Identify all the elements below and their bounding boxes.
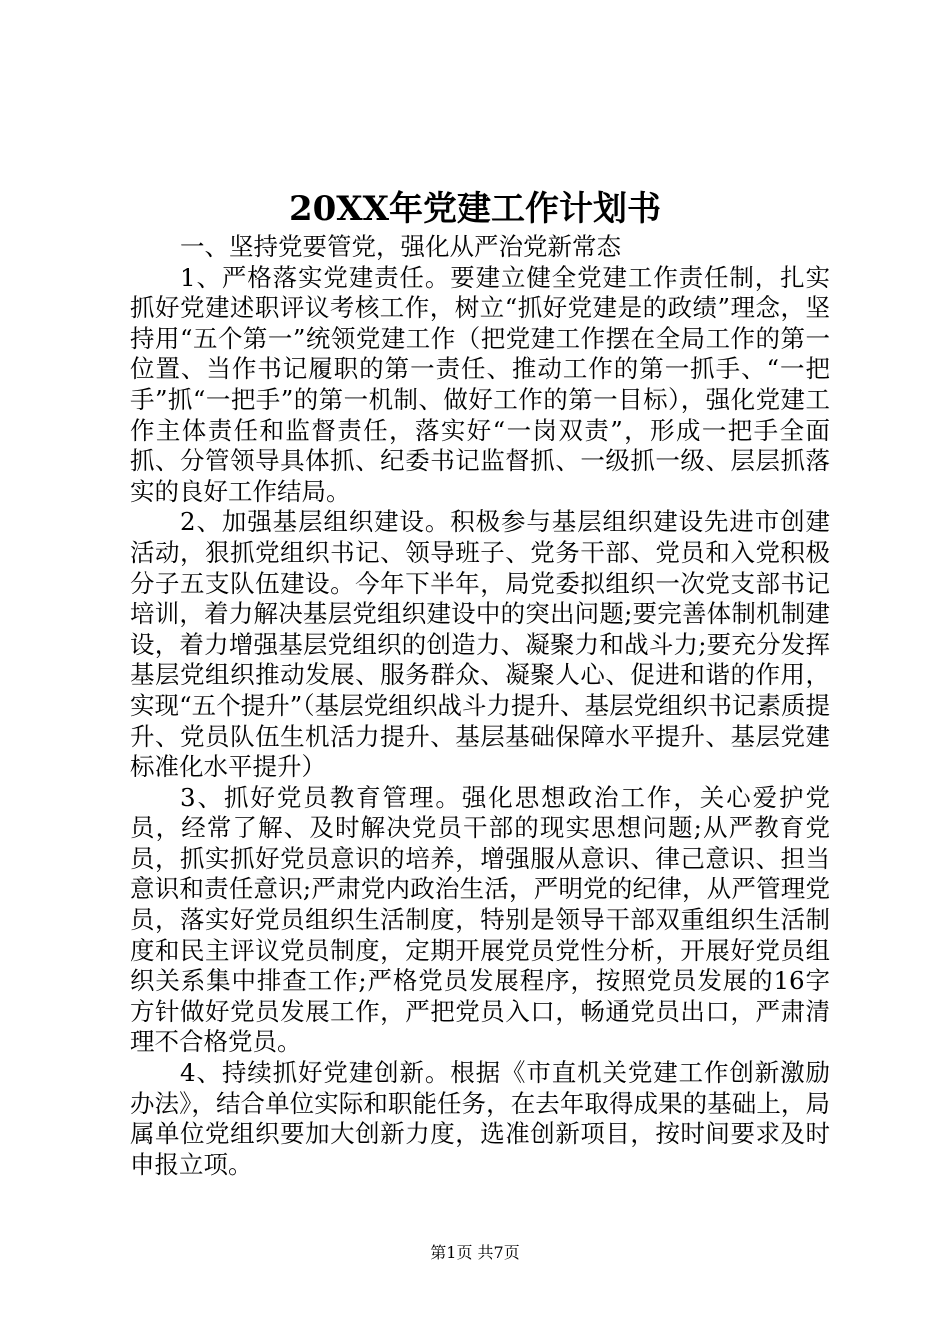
paragraph-3: 3、抓好党员教育管理。强化思想政治工作，关心爱护党员，经常了解、及时解决党员干部的现实思想问题;从严教育党员，抓实抓好党员意识的培养，增强服从意识、律己意识、担当意识和责任意识;严肃党内政治生活，严明党的纪律，从严管理党员，落实好党员组织生活制度，特别是领导干部双重组织生活制度和民主评议党员制度，定期开展党员党性分析，开展好党员组织关系集中排查工作;严格党员发展程序，按照党员发展的16字方针做好党员发展工作，严把党员入口，畅通党员出口，严肃清理不合格党员。 — [130, 782, 830, 1057]
document-body — [130, 232, 830, 1180]
paragraph-4: 4、持续抓好党建创新。根据《市直机关党建工作创新激励办法》，结合单位实际和职能任务，在去年取得成果的基础上，局属单位党组织要加大创新力度，选准创新项目，按时间要求及时申报立项。 — [130, 1058, 830, 1179]
paragraph-1: 1、严格落实党建责任。要建立健全党建工作责任制，扎实抓好党建述职评议考核工作，树立“抓好党建是的政绩”理念，坚持用“五个第一”统领党建工作（把党建工作摆在全局工作的第一位置、当作书记履职的第一责任、推动工作的第一抓手、“一把手”抓“一把手”的第一机制、做好工作的第一目标），强化党建工作主体责任和监督责任，落实好“一岗双责”，形成一把手全面抓、分管领导具体抓、纪委书记监督抓、一级抓一级、层层抓落实的良好工作结局。 — [130, 262, 830, 506]
document-title: 20XX年党建工作计划书 — [288, 189, 662, 229]
section-heading: 一、坚持党要管党，强化从严治党新常态 — [180, 232, 621, 261]
paragraph-2: 2、加强基层组织建设。积极参与基层组织建设先进市创建活动，狠抓党组织书记、领导班子、党务干部、党员和入党积极分子五支队伍建设。今年下半年，局党委拟组织一次党支部书记培训，着力解决基层党组织建设中的突出问题;要完善体制机制建设，着力增强基层党组织的创造力、凝聚力和战斗力;要充分发挥基层党组织推动发展、服务群众、凝聚人心、促进和谐的作用，实现“五个提升”（基层党组织战斗力提升、基层党组织书记素质提升、党员队伍生机活力提升、基层基础保障水平提升、基层党建标准化水平提升） — [130, 507, 830, 782]
page-footer: 第1页 共7页 — [430, 1243, 520, 1262]
